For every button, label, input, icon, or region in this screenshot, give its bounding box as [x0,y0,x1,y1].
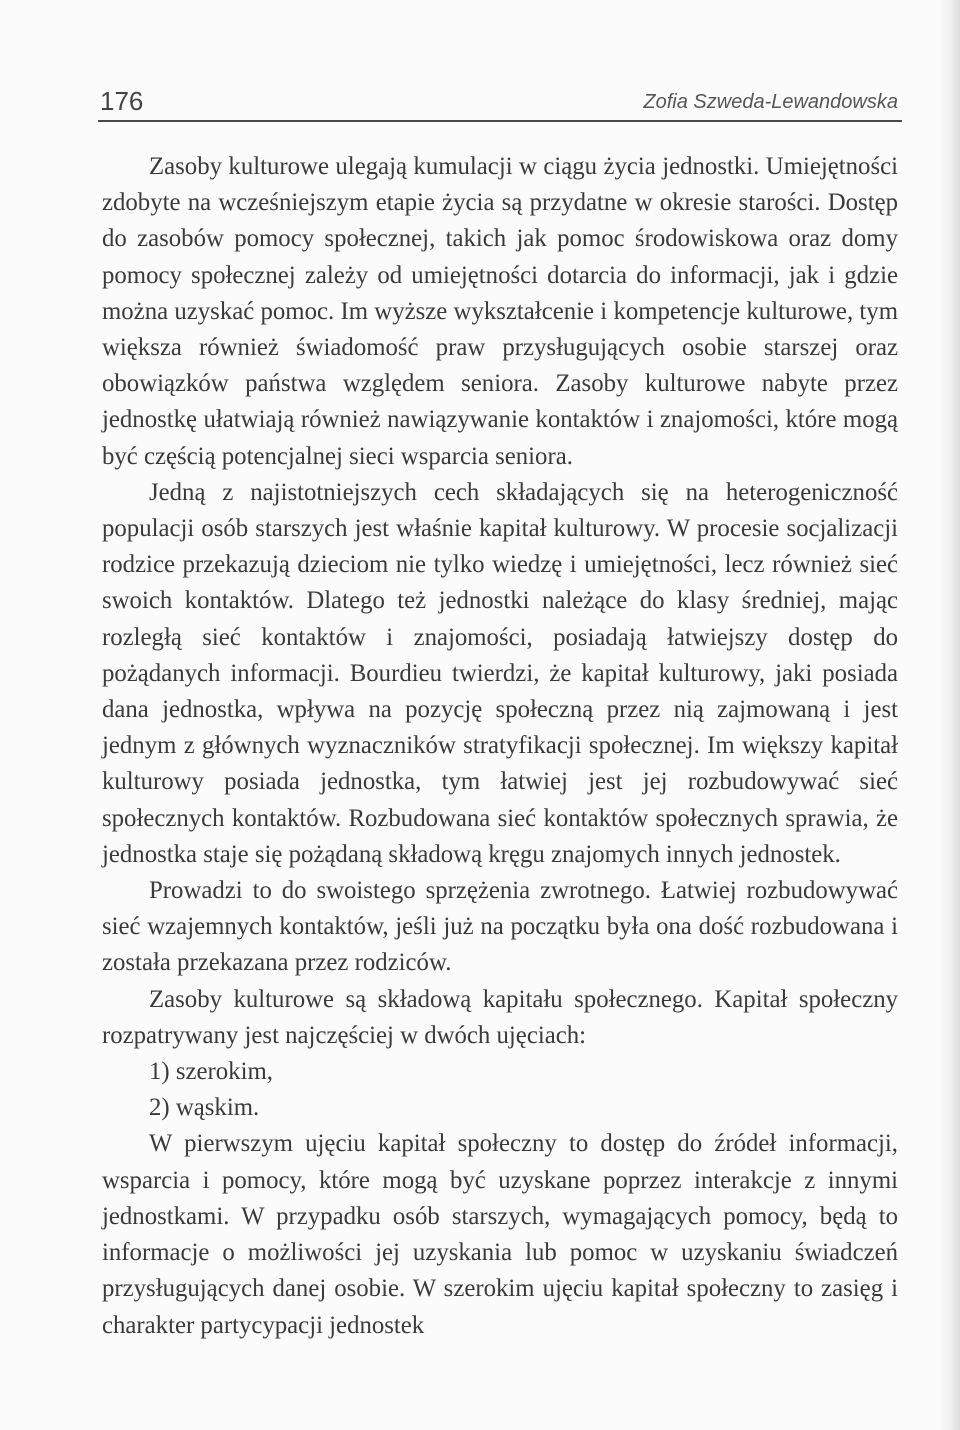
paragraph-2: Jedną z najistotniejszych cech składających się na heterogeniczność populacji osób starszych jest właśnie kapitał kulturowy. W procesie socjalizacji rodzice przekazują dzieciom nie tylko wiedzę i umiejętności, lecz również sieć swoich kontaktów. Dlatego też jednostki należące do klasy średniej, mając rozległą sieć kontaktów i znajomości, posiadają łatwiejszy dostęp do pożądanych informacji. Bourdieu twierdzi, że kapitał kulturowy, jaki posiada dana jednostka, wpływa na pozycję społeczną przez nią zajmowaną i jest jednym z głównych wyznaczników stratyfikacji społecznej. Im większy kapitał kulturowy posiada jednostka, tym łatwiej jest jej rozbudowywać sieć społecznych kontaktów. Rozbudowana sieć kontaktów społecznych sprawia, że jednostka staje się pożądaną składową kręgu znajomych innych jednostek. [102,478,898,868]
paragraph-3: Prowadzi to do swoistego sprzężenia zwrotnego. Łatwiej rozbudowywać sieć wzajemnych kontaktów, jeśli już na początku była ona dość rozbudowana i została przekazana przez rodziców. [102,877,898,977]
running-head-author: Zofia Szweda-Lewandowska [643,91,898,113]
paragraph-5: W pierwszym ujęciu kapitał społeczny to dostęp do źródeł informacji, wsparcia i pomocy, które mogą być uzyskane poprzez interakcje z innymi jednostkami. W przypadku osób starszych, wymagających pomocy, będą to informacje o możliwości jej uzyskania lub pomoc w uzyskaniu świadczeń przysługujących danej osobie. W szerokim ujęciu kapitał społeczny to zasięg i charakter partycypacji jednostek [102,1130,898,1339]
list-item-1: 1) szerokim, [149,1058,273,1086]
page-header [100,84,898,118]
header-rule [98,120,902,122]
page-number: 176 [100,86,144,116]
paragraph-4: Zasoby kulturowe są składową kapitału społecznego. Kapitał społeczny rozpatrywany jest najczęściej w dwóch ujęciach: [102,985,898,1049]
body-text [102,149,898,1344]
list-item-2: 2) wąskim. [149,1094,260,1122]
page-edge-shadow [938,0,960,1430]
paragraph-1: Zasoby kulturowe ulegają kumulacji w ciągu życia jednostki. Umiejętności zdobyte na wcześniejszym etapie życia są przydatne w okresie starości. Dostęp do zasobów pomocy społecznej, takich jak pomoc środowiskowa oraz domy pomocy społecznej zależy od umiejętności dotarcia do informacji, jak i gdzie można uzyskać pomoc. Im wyższe wykształcenie i kompetencje kulturowe, tym większa również świadomość praw przysługujących osobie starszej oraz obowiązków państwa względem seniora. Zasoby kulturowe nabyte przez jednostkę ułatwiają również nawiązywanie kontaktów i znajomości, które mogą być częścią potencjalnej sieci wsparcia seniora. [102,153,898,470]
